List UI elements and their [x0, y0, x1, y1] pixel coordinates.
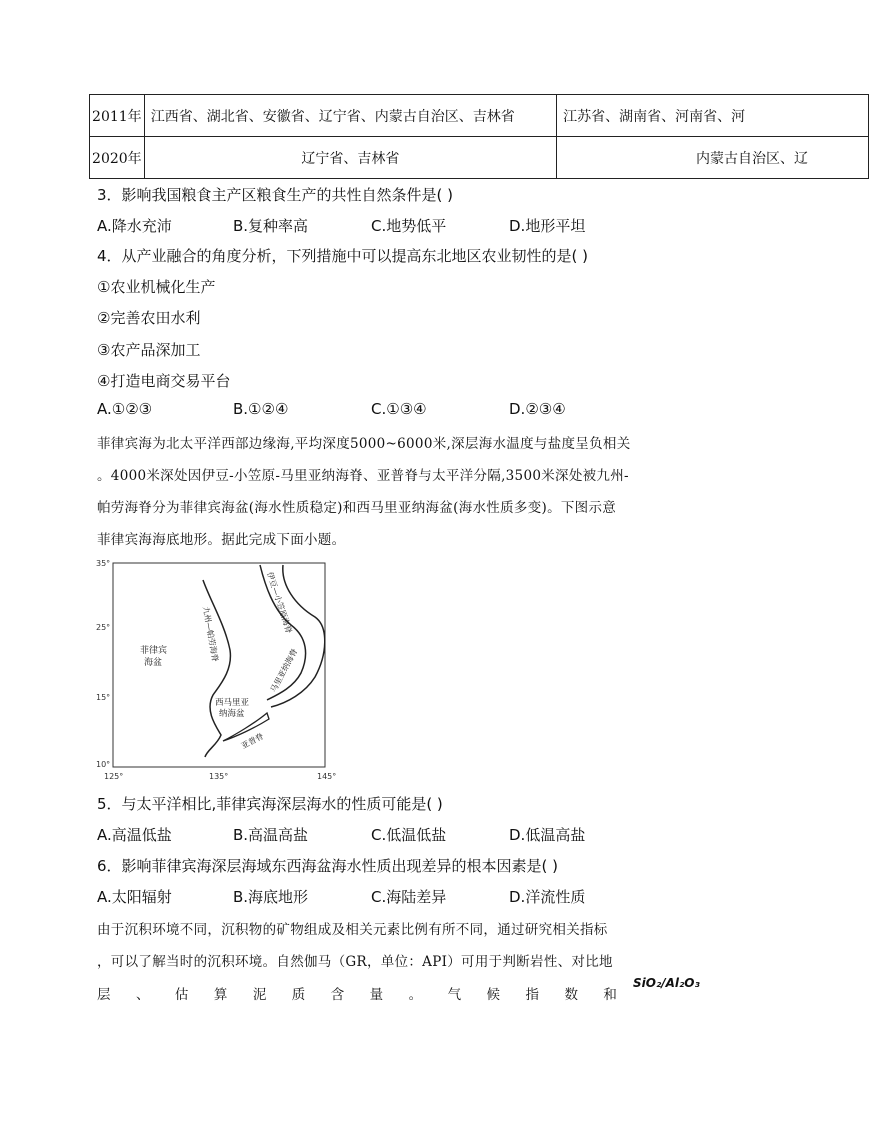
char: 泥 [252, 987, 267, 1003]
province-table [89, 94, 808, 181]
q3-option-b[interactable]: B.复种率高 [233, 217, 309, 235]
table-cell: 江西省、湖北省、安徽省、辽宁省、内蒙古自治区、吉林省 [144, 95, 556, 137]
q4-item-2: ②完善农田水利 [97, 309, 201, 327]
char: 估 [174, 987, 189, 1003]
y-tick-10: 10° [96, 760, 111, 769]
question-6-stem: 6．影响菲律宾海深层海域东西海盆海水性质出现差异的根本因素是( ) [97, 857, 559, 875]
char: 质 [291, 987, 306, 1003]
q6-option-b[interactable]: B.海底地形 [233, 888, 309, 906]
q4-option-b[interactable]: B.①②④ [233, 400, 289, 418]
q4-item-4: ④打造电商交易平台 [97, 372, 231, 390]
table-row [90, 95, 869, 137]
char: 量 [369, 987, 384, 1003]
ridge-yap-label: 亚普脊 [239, 731, 266, 751]
char: 算 [213, 987, 228, 1003]
char: 层 [97, 987, 111, 1003]
char: 候 [486, 987, 501, 1003]
char: 和 [603, 987, 617, 1003]
passage-1-line: 帕劳海脊分为菲律宾海盆(海水性质稳定)和西马里亚纳海盆(海水性质多变)。下图示意 [97, 500, 617, 516]
q3-option-a[interactable]: A.降水充沛 [97, 217, 172, 235]
table-row [90, 137, 869, 179]
question-3-stem: 3．影响我国粮食主产区粮食生产的共性自然条件是( ) [97, 186, 454, 204]
x-tick-135: 135° [209, 772, 229, 781]
philippine-sea-map [95, 555, 345, 785]
basin-west-mariana-label-1: 西马里亚 [215, 698, 250, 708]
basin-philippine-label-1: 菲律宾 [140, 646, 168, 656]
passage-2-line: ，可以了解当时的沉积环境。自然伽马（GR，单位：API）可用于判断岩性、对比地 [97, 954, 613, 970]
q4-option-d[interactable]: D.②③④ [509, 400, 566, 418]
q5-option-d[interactable]: D.低温高盐 [509, 826, 586, 844]
char: 指 [525, 987, 539, 1003]
char: 气 [447, 987, 462, 1003]
question-4-stem: 4．从产业融合的角度分析，下列措施中可以提高东北地区农业韧性的是( ) [97, 247, 589, 265]
passage-1-line: 菲律宾海为北太平洋西部边缘海,平均深度5000~6000米,深层海水温度与盐度呈负相关 [97, 436, 631, 452]
char: 数 [564, 987, 578, 1003]
x-tick-125: 125° [104, 772, 124, 781]
passage-2-line: 由于沉积环境不同，沉积物的矿物组成及相关元素比例有所不同，通过研究相关指标 [97, 922, 608, 938]
q4-option-a[interactable]: A.①②③ [97, 400, 153, 418]
q5-option-c[interactable]: C.低温低盐 [371, 826, 447, 844]
y-tick-35: 35° [96, 559, 111, 568]
q5-option-b[interactable]: B.高温高盐 [233, 826, 309, 844]
table-cell-year: 2020年 [90, 137, 145, 179]
passage-2-justified-line [97, 983, 617, 1003]
ridge-izu-bonin-label: 伊豆—小笠原海脊 [265, 570, 294, 635]
ridge-kyushu-palau-label: 九州—帕劳海脊 [201, 605, 220, 663]
basin-philippine-label-2: 海盆 [144, 658, 163, 668]
char: 。 [408, 987, 423, 1003]
q4-item-1: ①农业机械化生产 [97, 278, 216, 296]
q4-item-3: ③农产品深加工 [97, 341, 201, 359]
passage-1-line: 。4000米深处因伊豆-小笠原-马里亚纳海脊、亚普脊与太平洋分隔,3500米深处被九州- [97, 468, 629, 484]
table-cell: 内蒙古自治区、辽 [557, 137, 869, 179]
y-tick-25: 25° [96, 623, 111, 632]
table-cell-year: 2011年 [90, 95, 145, 137]
y-tick-15: 15° [96, 693, 111, 702]
q3-option-d[interactable]: D.地形平坦 [509, 217, 586, 235]
table-cell: 辽宁省、吉林省 [144, 137, 556, 179]
passage-1-line: 菲律宾海海底地形。据此完成下面小题。 [97, 532, 346, 548]
q3-option-c[interactable]: C.地势低平 [371, 217, 447, 235]
q6-option-c[interactable]: C.海陆差异 [371, 888, 447, 906]
q5-option-a[interactable]: A.高温低盐 [97, 826, 172, 844]
char: 含 [330, 987, 345, 1003]
question-5-stem: 5．与太平洋相比,菲律宾海深层海水的性质可能是( ) [97, 795, 443, 813]
q6-option-d[interactable]: D.洋流性质 [509, 888, 586, 906]
char: 、 [135, 987, 150, 1003]
q4-option-c[interactable]: C.①③④ [371, 400, 427, 418]
q6-option-a[interactable]: A.太阳辐射 [97, 888, 172, 906]
sio2-al2o3-formula: SiO₂/Al₂O₃ [633, 976, 700, 990]
basin-west-mariana-label-2: 纳海盆 [219, 709, 245, 719]
x-tick-145: 145° [317, 772, 337, 781]
table-cell: 江苏省、湖南省、河南省、河 [557, 95, 869, 137]
ridge-mariana-label: 马里亚纳海脊 [268, 647, 300, 694]
